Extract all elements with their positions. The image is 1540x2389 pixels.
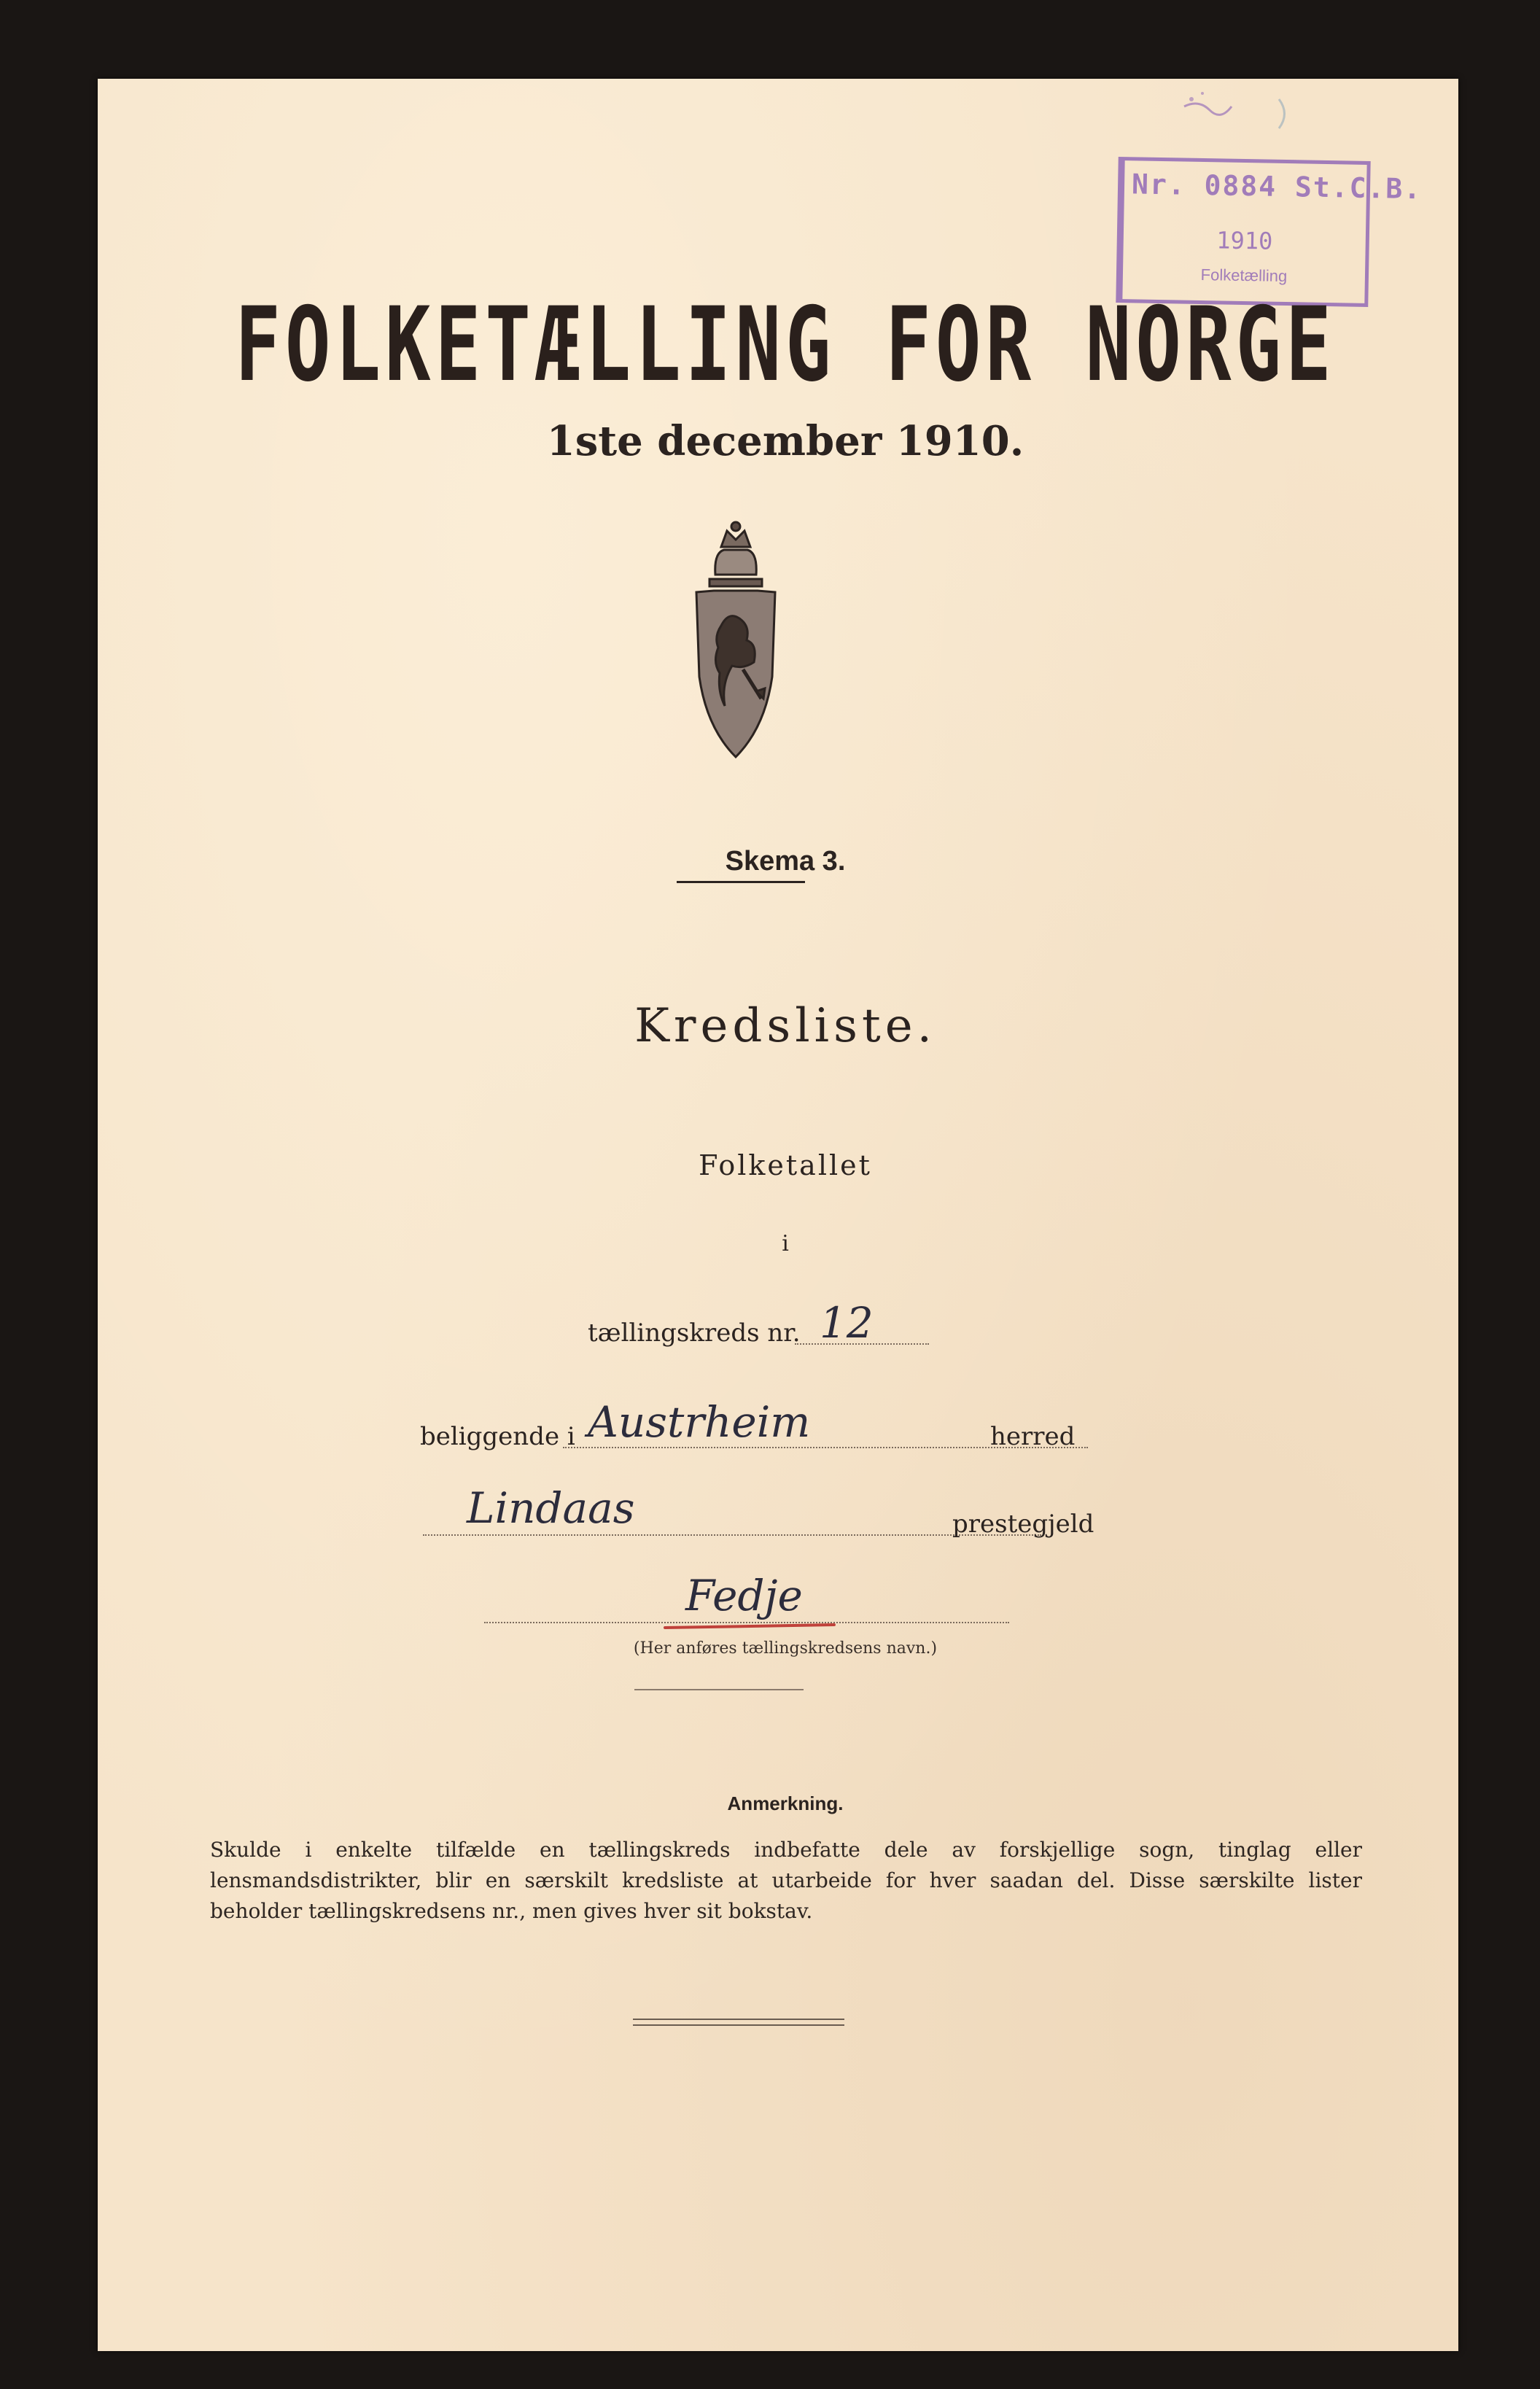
note-title: Anmerkning. (727, 1792, 844, 1814)
schema-label: Skema 3. (725, 846, 846, 877)
stamp-year: 1910 (1216, 226, 1273, 255)
page-title: FOLKETÆLLING FOR NORGE (235, 284, 1336, 405)
kreds-number-label: tællingskreds nr. (588, 1318, 801, 1348)
schema-underline (677, 881, 805, 883)
stamp-ink-smudge (1170, 85, 1330, 150)
red-underline (664, 1623, 836, 1629)
norway-coat-of-arms-icon (692, 516, 779, 786)
divider-short (634, 1689, 804, 1690)
preposition-i: i (782, 1231, 789, 1256)
census-form-page (98, 79, 1458, 2351)
kreds-number-value: 12 (820, 1298, 874, 1348)
document-title: Kredsliste. (634, 999, 936, 1053)
end-rule-top (633, 2019, 844, 2020)
end-rule-bottom (633, 2024, 844, 2026)
prestegjeld-line (423, 1534, 1041, 1536)
prestegjeld-value: Lindaas (467, 1483, 635, 1533)
stamp-label: Folketælling (1200, 265, 1288, 286)
prestegjeld-label: prestegjeld (952, 1510, 1094, 1539)
kreds-name-value: Fedje (685, 1571, 803, 1620)
note-text: Skulde i enkelte tilfælde en tællingskreds indbefatte dele av forskjellige sogn, tinglag eller lensmandsdistrikter, blir en særskilt kredsliste at utarbeide for hver saadan del. Disse særskilte lister beholder tællingskredsens nr., men gives hver sit bokstav. (210, 1838, 1362, 1923)
kreds-name-line (484, 1622, 1009, 1623)
herred-value: Austrheim (588, 1397, 811, 1447)
kreds-name-hint: (Her anføres tællingskredsens navn.) (633, 1639, 938, 1658)
census-date: 1ste december 1910. (546, 417, 1024, 465)
folketallet-label: Folketallet (699, 1149, 872, 1181)
beliggende-label: beliggende i (420, 1422, 575, 1451)
stamp-number: Nr. 0884 St.C.B. (1131, 168, 1423, 206)
herred-label: herred (990, 1422, 1076, 1451)
